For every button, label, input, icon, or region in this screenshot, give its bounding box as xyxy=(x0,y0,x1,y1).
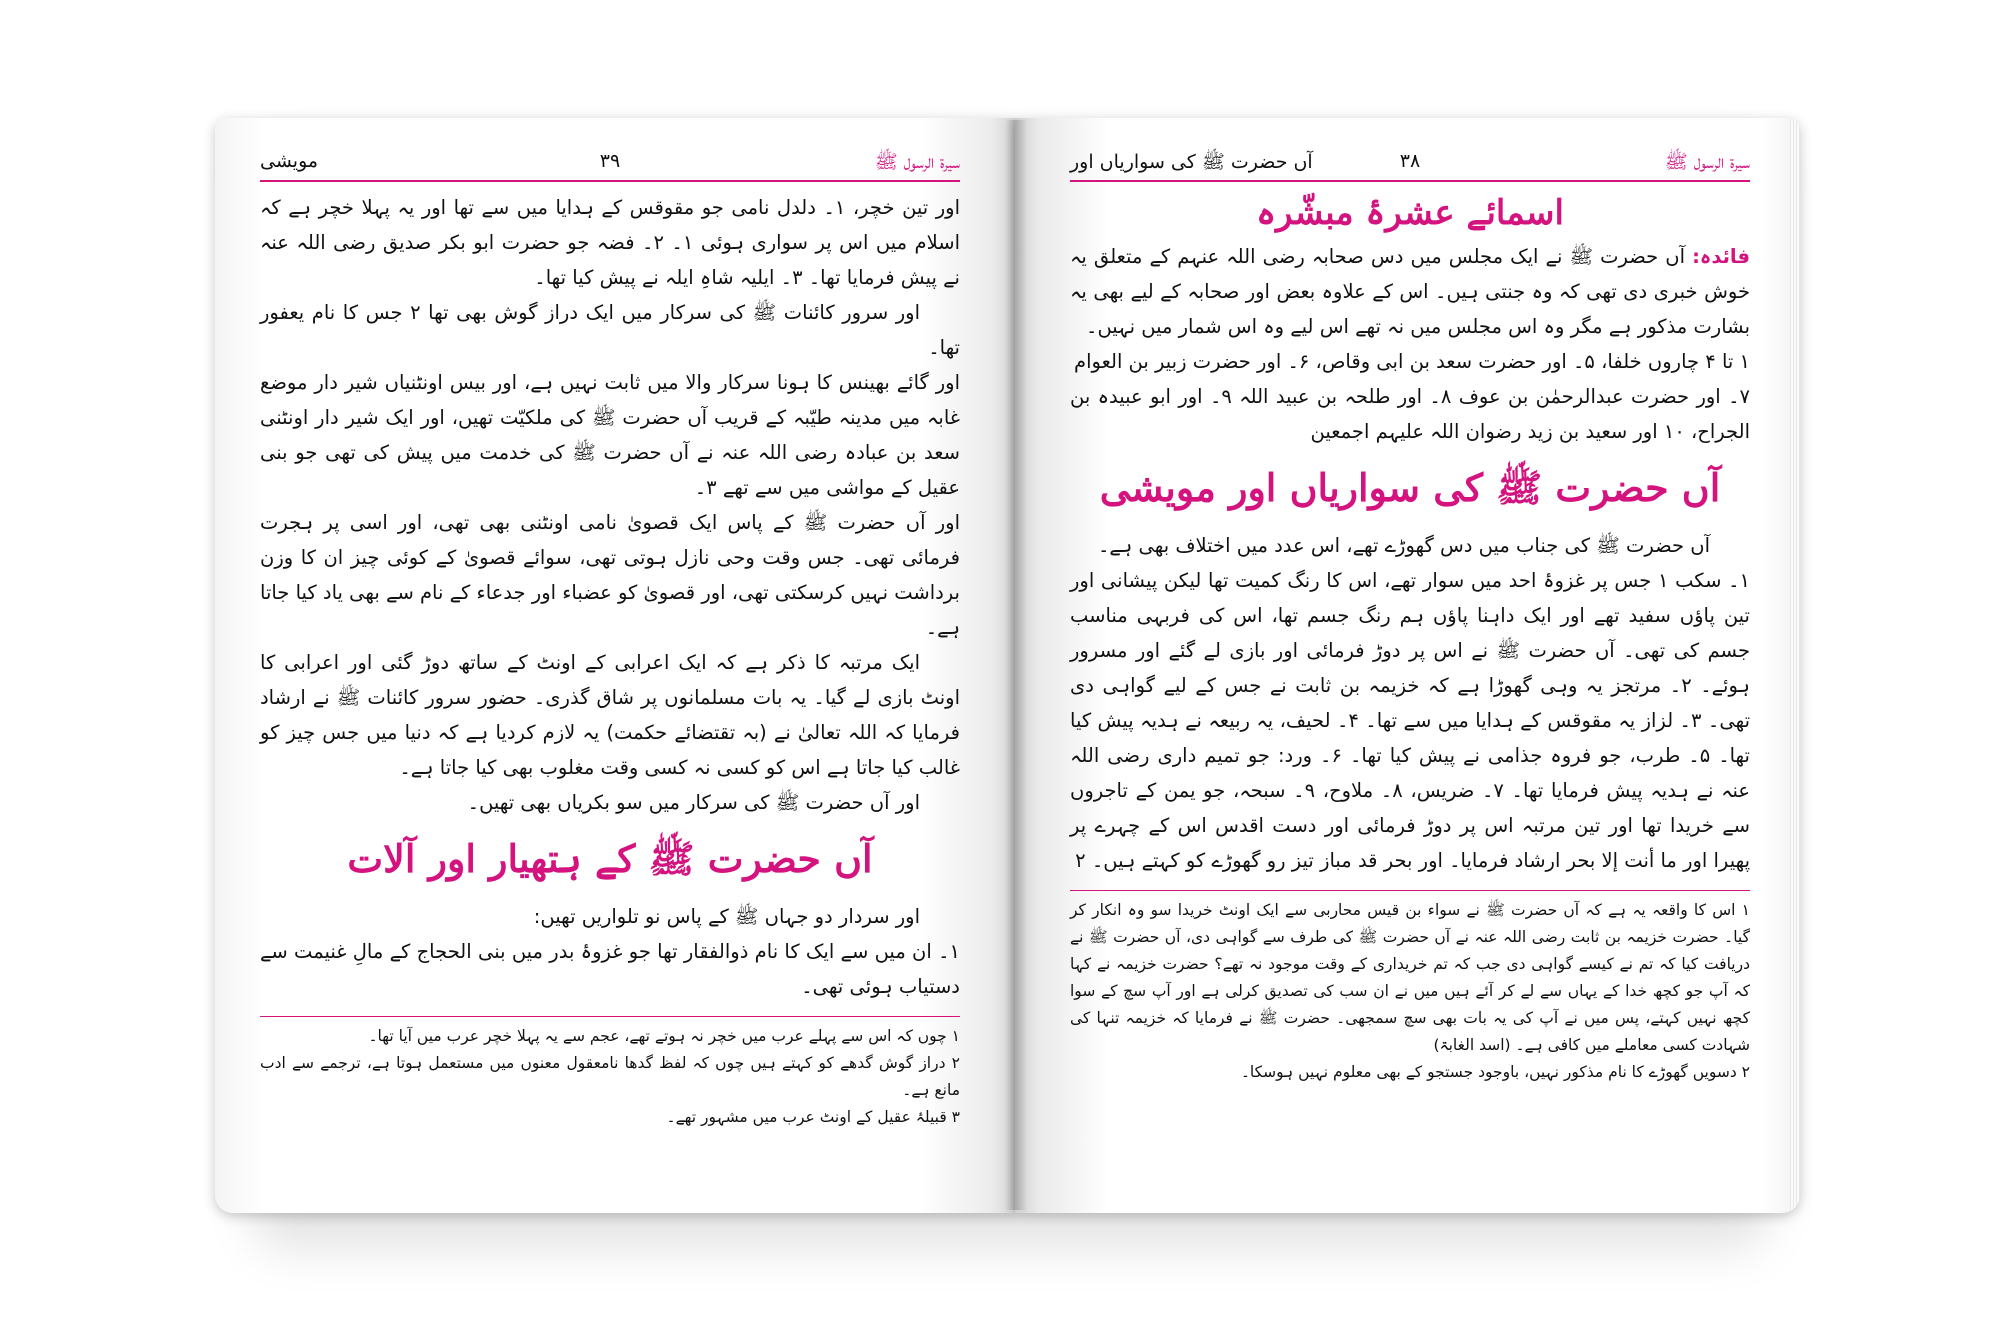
left-paragraph-race: ایک مرتبہ کا ذکر ہے کہ ایک اعرابی کے اونٹ کے ساتھ دوڑ گئی اور اعرابی کا اونٹ بازی لے گیا۔ یہ بات مسلمانوں پر شاق گذری۔ حضور سرور کائنات ﷺ نے ارشاد فرمایا کہ اللہ تعالیٰ نے (بہ تقتضائے حکمت) یہ لازم کردیا ہے کہ دنیا میں جس چیز کو غالب کیا جاتا ہے اس کو کسی نہ کسی وقت مغلوب بھی کیا جاتا ہے۔ xyxy=(260,651,960,779)
left-paragraph-mules: اور تین خچر، ۱۔ دلدل نامی جو مقوقس کے ہدایا میں سے تھا اور یہ پہلا خچر ہے کہ اسلام میں اس پر سواری ہوئی ۱۔ ۲۔ فضہ جو حضرت ابو بکر صدیق رضی اللہ عنہ نے پیش فرمایا تھا۔ ۳۔ ایلیہ شاہِ ایلہ نے پیش کیا تھا۔ xyxy=(260,196,960,289)
left-page-content xyxy=(260,146,960,1193)
right-footnotes xyxy=(1070,890,1750,1086)
left-header-chapter: مویشی xyxy=(260,150,319,172)
left-page-header xyxy=(260,146,960,182)
left-footnote-1: ۱ چوں کہ اس سے پہلے عرب میں خچر نہ ہوتے تھے، عجم سے یہ پہلا خچر عرب میں آیا تھا۔ xyxy=(368,1027,960,1045)
right-header-chapter: آں حضرت ﷺ کی سواریاں اور xyxy=(1070,151,1313,173)
left-footnotes xyxy=(260,1016,960,1131)
right-paragraph-list-a: ۱ تا ۴ چاروں خلفا، ۵۔ اور حضرت سعد بن ابی وقاص، ۶۔ اور حضرت زبیر بن العوام xyxy=(1074,350,1750,373)
left-footnote-3: ۳ قبیلۂ عقیل کے اونٹ عرب میں مشہور تھے۔ xyxy=(666,1108,960,1126)
fayda-text: آں حضرت ﷺ نے ایک مجلس میں دس صحابہ رضی اللہ عنہم کے متعلق یہ خوش خبری دی تھی کہ وہ جنتی ہیں۔ اس کے علاوہ بعض اور صحابہ کے لیے بھی یہ بشارت مذکور ہے مگر وہ اس مجلس میں نہ تھے اس لیے وہ اس شمار میں نہیں۔ xyxy=(1070,245,1750,338)
right-page xyxy=(1015,118,1800,1213)
fayda-label: فائدہ: xyxy=(1692,245,1750,268)
left-paragraph-cattle: اور گائے بھینس کا ہونا سرکار والا میں ثابت نہیں ہے، اور بیس اونٹنیاں شیر دار موضع غابہ میں مدینہ طیّبہ کے قریب آں حضرت ﷺ کی ملکیّت تھیں، اور ایک شیر دار اونٹنی سعد بن عبادہ رضی اللہ عنہ نے آں حضرت ﷺ کی خدمت میں پیش کی تھی جو بنی عقیل کے مواشی میں سے تھے ۳۔ xyxy=(260,371,960,499)
right-section-title-rides: آں حضرت ﷺ کی سواریاں اور مویشی xyxy=(1099,465,1721,510)
right-paragraph-list-b: ۷۔ اور حضرت عبدالرحمٰن بن عوف ۸۔ اور طلحہ بن عبید اللہ ۹۔ اور ابو عبیدہ بن الجراح، ۱۰ اور سعید بن زید رضوان اللہ علیہم اجمعین xyxy=(1070,385,1750,443)
left-footnote-2: ۲ دراز گوش گدھے کو کہتے ہیں چوں کہ لفظ گدھا نامعقول معنوں میں مستعمل ہوتا ہے، ترجمے سے ادب مانع ہے۔ xyxy=(260,1054,960,1099)
right-paragraph-horses-intro: آں حضرت ﷺ کی جناب میں دس گھوڑے تھے، اس عدد میں اختلاف بھی ہے۔ xyxy=(1097,534,1710,557)
left-header-book-title: سیرۃ الرسول ﷺ xyxy=(874,151,960,173)
right-page-header xyxy=(1070,146,1750,182)
right-footnote-1: ۱ اس کا واقعہ یہ ہے کہ آں حضرت ﷺ نے سواء بن قیس محاربی سے ایک اونٹ خریدا سو وہ انکار کر گیا۔ حضرت خزیمہ بن ثابت رضی اللہ عنہ نے آں حضرت ﷺ کی طرف سے گواہی دی، آں حضرت ﷺ نے دریافت کیا کہ تم نے کیسے گواہی دی جب کہ تم خریداری کے وقت موجود نہ تھے؟ حضرت خزیمہ نے کہا کہ آپ جو کچھ خدا کے یہاں سے لے کر آئے ہیں میں نے ان سب کی تصدیق کرلی ہے اور آپ سچ کے سوا کچھ نہیں کہتے، پس میں نے آپ کی یہ بات بھی سچ سمجھی۔ حضرت ﷺ نے فرمایا کہ خزیمہ تنہا کی شہادت کسی معاملے میں کافی ہے۔ (اسد الغابۃ) xyxy=(1070,901,1750,1054)
right-header-page-number: ۳۸ xyxy=(1399,150,1421,172)
right-section-title-ashra: اسمائے عشرۂ مبشّرہ xyxy=(1256,193,1564,233)
right-header-book-title: سیرۃ الرسول ﷺ xyxy=(1664,151,1750,173)
left-paragraph-goats: اور آں حضرت ﷺ کی سرکار میں سو بکریاں بھی تھیں۔ xyxy=(467,791,920,814)
left-paragraph-zulfiqar: ۱۔ ان میں سے ایک کا نام ذوالفقار تھا جو غزوۂ بدر میں بنی الحجاج کے مالِ غنیمت سے دستیاب ہوئی تھی۔ xyxy=(260,940,960,998)
left-page xyxy=(215,118,1015,1213)
right-footnote-2: ۲ دسویں گھوڑے کا نام مذکور نہیں، باوجود جستجو کے بھی معلوم نہیں ہوسکا۔ xyxy=(1240,1063,1750,1081)
right-paragraph-fayda xyxy=(1070,239,1750,344)
left-section-title-weapons: آں حضرت ﷺ کے ہتھیار اور آلات xyxy=(347,836,873,881)
left-paragraph-qaswa: اور آں حضرت ﷺ کے پاس ایک قصویٰ نامی اونٹنی بھی تھی، اور اسی پر ہجرت فرمائی تھی۔ جس وقت وحی نازل ہوتی تھی، سوائے قصویٰ کے کوئی چیز ان کا وزن برداشت نہیں کرسکتی تھی، اور قصویٰ کو عضباء اور جدعاء کے نام سے بھی یاد کیا جاتا ہے۔ xyxy=(260,511,960,639)
left-header-page-number: ۳۹ xyxy=(599,150,621,172)
right-paragraph-horses: ۱۔ سکب ۱ جس پر غزوۂ احد میں سوار تھے، اس کا رنگ کمیت تھا لیکن پیشانی اور تین پاؤں سفید تھے اور ایک داہنا پاؤں ہم رنگ جسم تھا، اس کی فربہی مناسب جسم کی تھی۔ آں حضرت ﷺ نے اس پر دوڑ فرمائی اور بازی لے گئے اور مسرور ہوئے۔ ۲۔ مرتجز یہ وہی گھوڑا ہے کہ خزیمہ بن ثابت نے جس کے لیے گواہی دی تھی۔ ۳۔ لزاز یہ مقوقس کے ہدایا میں سے تھا۔ ۴۔ لحیف، یہ ربیعہ نے ہدیہ پیش کیا تھا۔ ۵۔ طرب، جو فروہ جذامی نے پیش کیا تھا۔ ۶۔ ورد: جو تمیم داری رضی اللہ عنہ نے ہدیہ پیش فرمایا تھا۔ ۷۔ ضریس، ۸۔ ملاوح، ۹۔ سبحہ، جو یمن کے تاجروں سے خریدا تھا اور تین مرتبہ اس پر دوڑ فرمائی اور دست اقدس اس کے چہرے پر پھیرا اور ما أنت إلا بحر ارشاد فرمایا۔ اور بحر قد مباز تیز رو گھوڑے کو کہتے ہیں۔ ۲ xyxy=(1070,569,1751,872)
right-page-content xyxy=(1070,146,1750,1193)
left-paragraph-donkey: اور سرور کائنات ﷺ کی سرکار میں ایک دراز گوش بھی تھا ۲ جس کا نام یعفور تھا۔ xyxy=(260,301,960,359)
left-paragraph-swords: اور سردار دو جہاں ﷺ کے پاس نو تلواریں تھیں: xyxy=(533,905,920,928)
